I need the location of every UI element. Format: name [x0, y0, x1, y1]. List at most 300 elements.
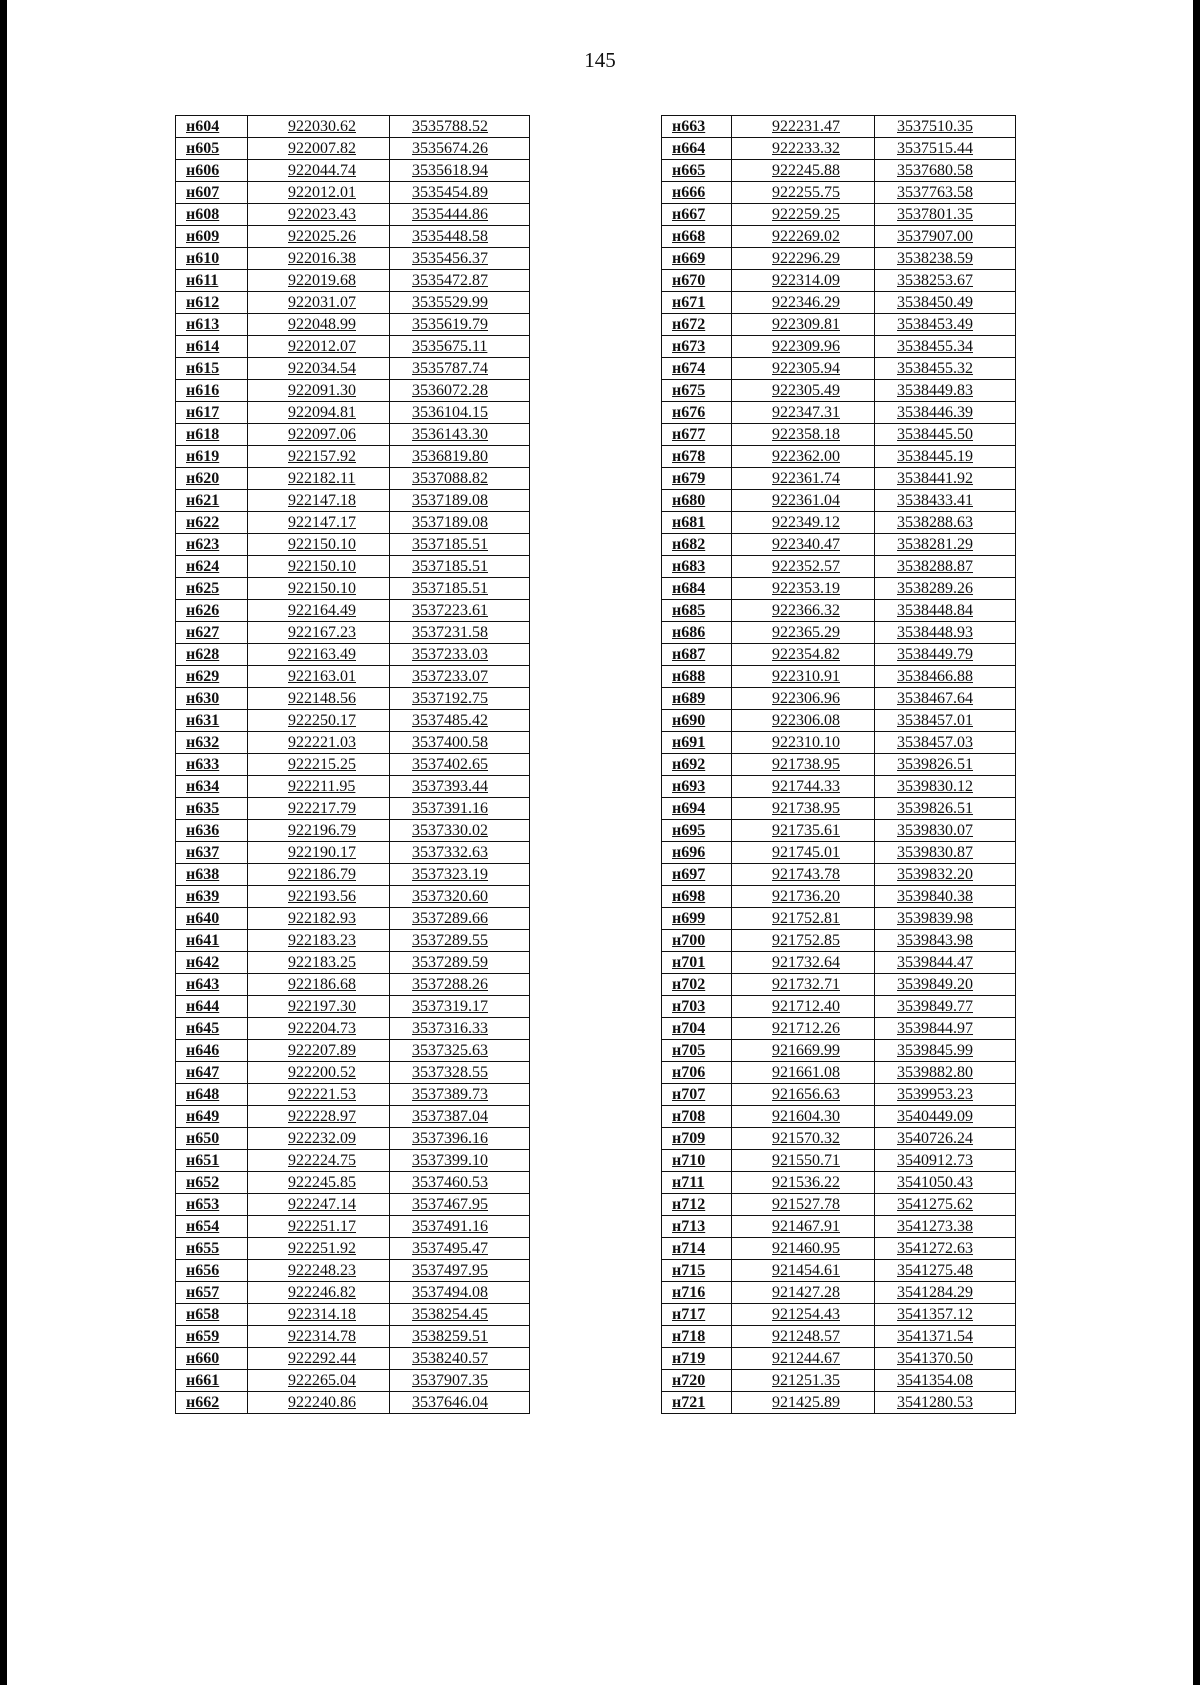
x-coordinate-cell: 921712.40 [732, 996, 875, 1018]
y-coordinate-cell: 3536104.15 [390, 402, 530, 424]
x-coordinate-cell: 922265.04 [248, 1370, 390, 1392]
y-coordinate-cell: 3535788.52 [390, 116, 530, 138]
point-id-cell: н663 [662, 116, 732, 138]
point-id-cell: н630 [176, 688, 248, 710]
y-coordinate-cell: 3537185.51 [390, 556, 530, 578]
x-coordinate-cell: 922023.43 [248, 204, 390, 226]
x-coordinate-cell: 922007.82 [248, 138, 390, 160]
x-coordinate-cell: 922248.23 [248, 1260, 390, 1282]
y-coordinate-cell: 3538288.63 [875, 512, 1016, 534]
point-id-cell: н700 [662, 930, 732, 952]
y-coordinate-cell: 3537289.55 [390, 930, 530, 952]
table-row [176, 842, 530, 864]
x-coordinate-cell: 921732.71 [732, 974, 875, 996]
x-coordinate-cell: 922232.09 [248, 1128, 390, 1150]
table-row [176, 776, 530, 798]
y-coordinate-cell: 3535674.26 [390, 138, 530, 160]
point-id-cell: н605 [176, 138, 248, 160]
point-id-cell: н604 [176, 116, 248, 138]
table-row [662, 1348, 1016, 1370]
point-id-cell: н686 [662, 622, 732, 644]
point-id-cell: н699 [662, 908, 732, 930]
table-row [662, 446, 1016, 468]
x-coordinate-cell: 922247.14 [248, 1194, 390, 1216]
table-row [176, 1238, 530, 1260]
table-row [662, 182, 1016, 204]
point-id-cell: н675 [662, 380, 732, 402]
y-coordinate-cell: 3538466.88 [875, 666, 1016, 688]
x-coordinate-cell: 922362.00 [732, 446, 875, 468]
point-id-cell: н650 [176, 1128, 248, 1150]
y-coordinate-cell: 3536072.28 [390, 380, 530, 402]
point-id-cell: н649 [176, 1106, 248, 1128]
point-id-cell: н608 [176, 204, 248, 226]
table-row [176, 1018, 530, 1040]
y-coordinate-cell: 3538467.64 [875, 688, 1016, 710]
y-coordinate-cell: 3539832.20 [875, 864, 1016, 886]
x-coordinate-cell: 922157.92 [248, 446, 390, 468]
x-coordinate-cell: 922016.38 [248, 248, 390, 270]
x-coordinate-cell: 922183.23 [248, 930, 390, 952]
y-coordinate-cell: 3539849.20 [875, 974, 1016, 996]
table-row [176, 1150, 530, 1172]
table-row [662, 1172, 1016, 1194]
x-coordinate-cell: 922182.11 [248, 468, 390, 490]
y-coordinate-cell: 3539840.38 [875, 886, 1016, 908]
point-id-cell: н647 [176, 1062, 248, 1084]
point-id-cell: н653 [176, 1194, 248, 1216]
table-row [176, 1084, 530, 1106]
y-coordinate-cell: 3535444.86 [390, 204, 530, 226]
y-coordinate-cell: 3538253.67 [875, 270, 1016, 292]
table-row [662, 754, 1016, 776]
table-row [176, 446, 530, 468]
table-row [662, 402, 1016, 424]
x-coordinate-cell: 922221.03 [248, 732, 390, 754]
point-id-cell: н624 [176, 556, 248, 578]
point-id-cell: н627 [176, 622, 248, 644]
point-id-cell: н701 [662, 952, 732, 974]
y-coordinate-cell: 3540912.73 [875, 1150, 1016, 1172]
point-id-cell: н665 [662, 160, 732, 182]
table-row [662, 292, 1016, 314]
table-row [662, 864, 1016, 886]
y-coordinate-cell: 3535529.99 [390, 292, 530, 314]
point-id-cell: н610 [176, 248, 248, 270]
table-row [662, 204, 1016, 226]
table-row [662, 1128, 1016, 1150]
x-coordinate-cell: 922091.30 [248, 380, 390, 402]
point-id-cell: н614 [176, 336, 248, 358]
x-coordinate-cell: 922251.92 [248, 1238, 390, 1260]
y-coordinate-cell: 3535456.37 [390, 248, 530, 270]
y-coordinate-cell: 3537485.42 [390, 710, 530, 732]
y-coordinate-cell: 3541357.12 [875, 1304, 1016, 1326]
y-coordinate-cell: 3538446.39 [875, 402, 1016, 424]
table-row [662, 952, 1016, 974]
x-coordinate-cell: 922044.74 [248, 160, 390, 182]
point-id-cell: н640 [176, 908, 248, 930]
table-row [176, 116, 530, 138]
point-id-cell: н715 [662, 1260, 732, 1282]
x-coordinate-cell: 922305.49 [732, 380, 875, 402]
y-coordinate-cell: 3537680.58 [875, 160, 1016, 182]
y-coordinate-cell: 3537393.44 [390, 776, 530, 798]
y-coordinate-cell: 3538259.51 [390, 1326, 530, 1348]
y-coordinate-cell: 3537189.08 [390, 512, 530, 534]
x-coordinate-cell: 922314.09 [732, 270, 875, 292]
y-coordinate-cell: 3541284.29 [875, 1282, 1016, 1304]
point-id-cell: н633 [176, 754, 248, 776]
x-coordinate-cell: 922224.75 [248, 1150, 390, 1172]
point-id-cell: н655 [176, 1238, 248, 1260]
point-id-cell: н682 [662, 534, 732, 556]
point-id-cell: н720 [662, 1370, 732, 1392]
y-coordinate-cell: 3539953.23 [875, 1084, 1016, 1106]
table-row [662, 776, 1016, 798]
point-id-cell: н719 [662, 1348, 732, 1370]
point-id-cell: н695 [662, 820, 732, 842]
table-row [176, 578, 530, 600]
x-coordinate-cell: 921656.63 [732, 1084, 875, 1106]
y-coordinate-cell: 3537510.35 [875, 116, 1016, 138]
table-row [662, 710, 1016, 732]
x-coordinate-cell: 922354.82 [732, 644, 875, 666]
point-id-cell: н662 [176, 1392, 248, 1414]
table-row [662, 424, 1016, 446]
table-row [662, 534, 1016, 556]
y-coordinate-cell: 3537189.08 [390, 490, 530, 512]
table-row [176, 424, 530, 446]
x-coordinate-cell: 922233.32 [732, 138, 875, 160]
y-coordinate-cell: 3538238.59 [875, 248, 1016, 270]
y-coordinate-cell: 3537801.35 [875, 204, 1016, 226]
table-row [176, 864, 530, 886]
x-coordinate-cell: 921251.35 [732, 1370, 875, 1392]
table-row [176, 556, 530, 578]
x-coordinate-cell: 922207.89 [248, 1040, 390, 1062]
table-row [662, 226, 1016, 248]
table-row [662, 1106, 1016, 1128]
y-coordinate-cell: 3538450.49 [875, 292, 1016, 314]
table-row [662, 1282, 1016, 1304]
point-id-cell: н623 [176, 534, 248, 556]
y-coordinate-cell: 3535454.89 [390, 182, 530, 204]
table-row [662, 798, 1016, 820]
y-coordinate-cell: 3539839.98 [875, 908, 1016, 930]
table-row [176, 996, 530, 1018]
x-coordinate-cell: 922269.02 [732, 226, 875, 248]
x-coordinate-cell: 922164.49 [248, 600, 390, 622]
x-coordinate-cell: 922193.56 [248, 886, 390, 908]
point-id-cell: н667 [662, 204, 732, 226]
y-coordinate-cell: 3537467.95 [390, 1194, 530, 1216]
point-id-cell: н657 [176, 1282, 248, 1304]
point-id-cell: н622 [176, 512, 248, 534]
x-coordinate-cell: 921738.95 [732, 798, 875, 820]
x-coordinate-cell: 922150.10 [248, 578, 390, 600]
x-coordinate-cell: 922314.18 [248, 1304, 390, 1326]
point-id-cell: н669 [662, 248, 732, 270]
point-id-cell: н628 [176, 644, 248, 666]
point-id-cell: н631 [176, 710, 248, 732]
table-row [662, 622, 1016, 644]
table-row [662, 688, 1016, 710]
x-coordinate-cell: 921570.32 [732, 1128, 875, 1150]
x-coordinate-cell: 922204.73 [248, 1018, 390, 1040]
table-row [176, 248, 530, 270]
y-coordinate-cell: 3539882.80 [875, 1062, 1016, 1084]
y-coordinate-cell: 3541370.50 [875, 1348, 1016, 1370]
table-row [662, 248, 1016, 270]
y-coordinate-cell: 3539844.97 [875, 1018, 1016, 1040]
x-coordinate-cell: 922306.08 [732, 710, 875, 732]
y-coordinate-cell: 3538445.50 [875, 424, 1016, 446]
y-coordinate-cell: 3537316.33 [390, 1018, 530, 1040]
point-id-cell: н680 [662, 490, 732, 512]
y-coordinate-cell: 3537907.35 [390, 1370, 530, 1392]
point-id-cell: н691 [662, 732, 732, 754]
y-coordinate-cell: 3540449.09 [875, 1106, 1016, 1128]
table-row [662, 1370, 1016, 1392]
point-id-cell: н721 [662, 1392, 732, 1414]
table-row [662, 842, 1016, 864]
point-id-cell: н696 [662, 842, 732, 864]
x-coordinate-cell: 922163.01 [248, 666, 390, 688]
point-id-cell: н625 [176, 578, 248, 600]
x-coordinate-cell: 921427.28 [732, 1282, 875, 1304]
table-row [176, 974, 530, 996]
y-coordinate-cell: 3537497.95 [390, 1260, 530, 1282]
x-coordinate-cell: 922147.17 [248, 512, 390, 534]
table-row [176, 732, 530, 754]
x-coordinate-cell: 922251.17 [248, 1216, 390, 1238]
x-coordinate-cell: 921669.99 [732, 1040, 875, 1062]
point-id-cell: н607 [176, 182, 248, 204]
table-row [662, 358, 1016, 380]
x-coordinate-cell: 922347.31 [732, 402, 875, 424]
y-coordinate-cell: 3536143.30 [390, 424, 530, 446]
point-id-cell: н685 [662, 600, 732, 622]
x-coordinate-cell: 921454.61 [732, 1260, 875, 1282]
table-row [176, 1282, 530, 1304]
x-coordinate-cell: 922097.06 [248, 424, 390, 446]
y-coordinate-cell: 3538449.83 [875, 380, 1016, 402]
point-id-cell: н694 [662, 798, 732, 820]
y-coordinate-cell: 3537396.16 [390, 1128, 530, 1150]
point-id-cell: н714 [662, 1238, 732, 1260]
table-row [662, 1040, 1016, 1062]
table-row [176, 798, 530, 820]
x-coordinate-cell: 921712.26 [732, 1018, 875, 1040]
y-coordinate-cell: 3538455.34 [875, 336, 1016, 358]
table-row [176, 1370, 530, 1392]
point-id-cell: н705 [662, 1040, 732, 1062]
x-coordinate-cell: 921254.43 [732, 1304, 875, 1326]
table-row [176, 930, 530, 952]
table-row [176, 270, 530, 292]
table-row [176, 204, 530, 226]
table-row [662, 314, 1016, 336]
x-coordinate-cell: 921604.30 [732, 1106, 875, 1128]
x-coordinate-cell: 922012.01 [248, 182, 390, 204]
table-row [176, 402, 530, 424]
table-row [662, 1150, 1016, 1172]
y-coordinate-cell: 3537400.58 [390, 732, 530, 754]
point-id-cell: н635 [176, 798, 248, 820]
y-coordinate-cell: 3539843.98 [875, 930, 1016, 952]
x-coordinate-cell: 921244.67 [732, 1348, 875, 1370]
point-id-cell: н697 [662, 864, 732, 886]
x-coordinate-cell: 922025.26 [248, 226, 390, 248]
point-id-cell: н611 [176, 270, 248, 292]
x-coordinate-cell: 922167.23 [248, 622, 390, 644]
point-id-cell: н717 [662, 1304, 732, 1326]
table-row [176, 820, 530, 842]
y-coordinate-cell: 3537491.16 [390, 1216, 530, 1238]
point-id-cell: н670 [662, 270, 732, 292]
y-coordinate-cell: 3537233.03 [390, 644, 530, 666]
point-id-cell: н688 [662, 666, 732, 688]
point-id-cell: н641 [176, 930, 248, 952]
table-row [176, 952, 530, 974]
table-row [176, 754, 530, 776]
x-coordinate-cell: 922048.99 [248, 314, 390, 336]
point-id-cell: н629 [176, 666, 248, 688]
y-coordinate-cell: 3538441.92 [875, 468, 1016, 490]
table-row [662, 996, 1016, 1018]
x-coordinate-cell: 922231.47 [732, 116, 875, 138]
y-coordinate-cell: 3537907.00 [875, 226, 1016, 248]
x-coordinate-cell: 922306.96 [732, 688, 875, 710]
x-coordinate-cell: 922217.79 [248, 798, 390, 820]
scan-edge-right [1193, 0, 1200, 1685]
point-id-cell: н646 [176, 1040, 248, 1062]
y-coordinate-cell: 3538449.79 [875, 644, 1016, 666]
y-coordinate-cell: 3539845.99 [875, 1040, 1016, 1062]
y-coordinate-cell: 3537391.16 [390, 798, 530, 820]
x-coordinate-cell: 922163.49 [248, 644, 390, 666]
y-coordinate-cell: 3537763.58 [875, 182, 1016, 204]
x-coordinate-cell: 921248.57 [732, 1326, 875, 1348]
point-id-cell: н713 [662, 1216, 732, 1238]
y-coordinate-cell: 3535619.79 [390, 314, 530, 336]
table-row [176, 358, 530, 380]
point-id-cell: н709 [662, 1128, 732, 1150]
point-id-cell: н644 [176, 996, 248, 1018]
table-row [176, 1392, 530, 1414]
y-coordinate-cell: 3538445.19 [875, 446, 1016, 468]
y-coordinate-cell: 3541050.43 [875, 1172, 1016, 1194]
point-id-cell: н621 [176, 490, 248, 512]
table-row [662, 732, 1016, 754]
table-row [662, 1238, 1016, 1260]
x-coordinate-cell: 921738.95 [732, 754, 875, 776]
table-row [176, 644, 530, 666]
x-coordinate-cell: 922031.07 [248, 292, 390, 314]
page-number: 145 [584, 48, 616, 72]
x-coordinate-cell: 921467.91 [732, 1216, 875, 1238]
point-id-cell: н716 [662, 1282, 732, 1304]
x-coordinate-cell: 922255.75 [732, 182, 875, 204]
table-row [176, 600, 530, 622]
x-coordinate-cell: 921743.78 [732, 864, 875, 886]
point-id-cell: н626 [176, 600, 248, 622]
point-id-cell: н712 [662, 1194, 732, 1216]
x-coordinate-cell: 922215.25 [248, 754, 390, 776]
point-id-cell: н671 [662, 292, 732, 314]
point-id-cell: н689 [662, 688, 732, 710]
table-row [662, 270, 1016, 292]
y-coordinate-cell: 3541275.48 [875, 1260, 1016, 1282]
x-coordinate-cell: 922147.18 [248, 490, 390, 512]
y-coordinate-cell: 3539826.51 [875, 754, 1016, 776]
point-id-cell: н672 [662, 314, 732, 336]
point-id-cell: н612 [176, 292, 248, 314]
y-coordinate-cell: 3535787.74 [390, 358, 530, 380]
x-coordinate-cell: 921527.78 [732, 1194, 875, 1216]
x-coordinate-cell: 922012.07 [248, 336, 390, 358]
y-coordinate-cell: 3538448.93 [875, 622, 1016, 644]
x-coordinate-cell: 922186.68 [248, 974, 390, 996]
table-row [176, 1172, 530, 1194]
y-coordinate-cell: 3537319.17 [390, 996, 530, 1018]
x-coordinate-cell: 922358.18 [732, 424, 875, 446]
point-id-cell: н659 [176, 1326, 248, 1348]
y-coordinate-cell: 3537389.73 [390, 1084, 530, 1106]
y-coordinate-cell: 3537233.07 [390, 666, 530, 688]
x-coordinate-cell: 922211.95 [248, 776, 390, 798]
table-row [662, 138, 1016, 160]
x-coordinate-cell: 922349.12 [732, 512, 875, 534]
point-id-cell: н706 [662, 1062, 732, 1084]
point-id-cell: н648 [176, 1084, 248, 1106]
table-row [176, 666, 530, 688]
table-row [662, 1216, 1016, 1238]
x-coordinate-cell: 922196.79 [248, 820, 390, 842]
y-coordinate-cell: 3539844.47 [875, 952, 1016, 974]
x-coordinate-cell: 922183.25 [248, 952, 390, 974]
table-row [176, 1194, 530, 1216]
y-coordinate-cell: 3537330.02 [390, 820, 530, 842]
point-id-cell: н704 [662, 1018, 732, 1040]
x-coordinate-cell: 922340.47 [732, 534, 875, 556]
y-coordinate-cell: 3537323.19 [390, 864, 530, 886]
y-coordinate-cell: 3538240.57 [390, 1348, 530, 1370]
y-coordinate-cell: 3540726.24 [875, 1128, 1016, 1150]
y-coordinate-cell: 3537231.58 [390, 622, 530, 644]
point-id-cell: н609 [176, 226, 248, 248]
y-coordinate-cell: 3535472.87 [390, 270, 530, 292]
table-row [176, 1304, 530, 1326]
x-coordinate-cell: 922292.44 [248, 1348, 390, 1370]
table-row [662, 1084, 1016, 1106]
table-row [662, 116, 1016, 138]
y-coordinate-cell: 3539849.77 [875, 996, 1016, 1018]
y-coordinate-cell: 3539830.07 [875, 820, 1016, 842]
table-row [662, 820, 1016, 842]
point-id-cell: н619 [176, 446, 248, 468]
point-id-cell: н698 [662, 886, 732, 908]
point-id-cell: н616 [176, 380, 248, 402]
table-row [176, 292, 530, 314]
x-coordinate-cell: 921425.89 [732, 1392, 875, 1414]
point-id-cell: н718 [662, 1326, 732, 1348]
point-id-cell: н711 [662, 1172, 732, 1194]
x-coordinate-cell: 922309.81 [732, 314, 875, 336]
point-id-cell: н615 [176, 358, 248, 380]
x-coordinate-cell: 922310.91 [732, 666, 875, 688]
